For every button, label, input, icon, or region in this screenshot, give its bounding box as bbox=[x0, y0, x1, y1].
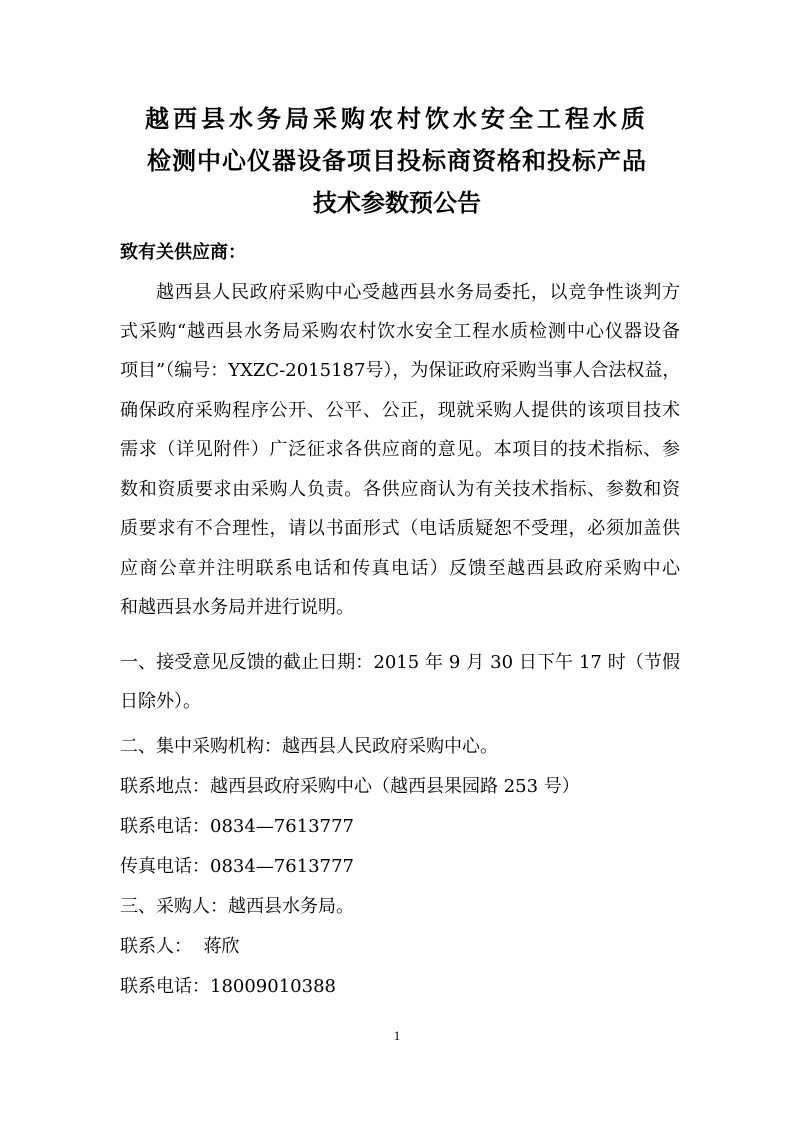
buyer-contact: 联系人： 蒋欣 bbox=[120, 936, 240, 957]
agency-address: 联系地点：越西县政府采购中心（越西县果园路 253 号） bbox=[120, 776, 580, 797]
body-line-5: 需求（详见附件）广泛征求各供应商的意见。本项目的技术指标、参 bbox=[120, 439, 680, 460]
document-title-line-1: 越西县水务局采购农村饮水安全工程水质 bbox=[145, 105, 649, 133]
buyer-phone: 联系电话：18009010388 bbox=[120, 976, 336, 997]
document-title-line-3: 技术参数预公告 bbox=[313, 189, 481, 217]
body-line-4: 确保政府采购程序公开、公平、公正，现就采购人提供的该项目技术 bbox=[120, 400, 680, 421]
body-line-1: 越西县人民政府采购中心受越西县水务局委托，以竞争性谈判方 bbox=[156, 282, 680, 303]
purchaser: 三、采购人：越西县水务局。 bbox=[120, 896, 354, 917]
body-line-2: 式采购“越西县水务局采购农村饮水安全工程水质检测中心仪器设备 bbox=[120, 321, 680, 342]
body-line-6: 数和资质要求由采购人负责。各供应商认为有关技术指标、参数和资 bbox=[120, 479, 680, 500]
agency-phone: 联系电话：0834—7613777 bbox=[120, 816, 354, 837]
body-line-7: 质要求有不合理性，请以书面形式（电话质疑恕不受理，必须加盖供 bbox=[120, 518, 680, 539]
procurement-agency: 二、集中采购机构：越西县人民政府采购中心。 bbox=[120, 736, 498, 757]
deadline-line-1: 一、接受意见反馈的截止日期：2015 年 9 月 30 日下午 17 时（节假 bbox=[120, 652, 680, 673]
deadline-line-2: 日除外）。 bbox=[120, 691, 201, 712]
body-line-9: 和越西县水务局并进行说明。 bbox=[120, 597, 354, 618]
salutation: 致有关供应商： bbox=[120, 242, 246, 263]
page-number: 1 bbox=[393, 1028, 401, 1043]
agency-fax: 传真电话：0834—7613777 bbox=[120, 856, 354, 877]
body-line-3: 项目”（编号：YXZC-2015187号），为保证政府采购当事人合法权益， bbox=[120, 360, 681, 381]
body-line-8: 应商公章并注明联系电话和传真电话）反馈至越西县政府采购中心 bbox=[120, 558, 680, 579]
document-title-line-2: 检测中心仪器设备项目投标商资格和投标产品 bbox=[147, 147, 647, 175]
